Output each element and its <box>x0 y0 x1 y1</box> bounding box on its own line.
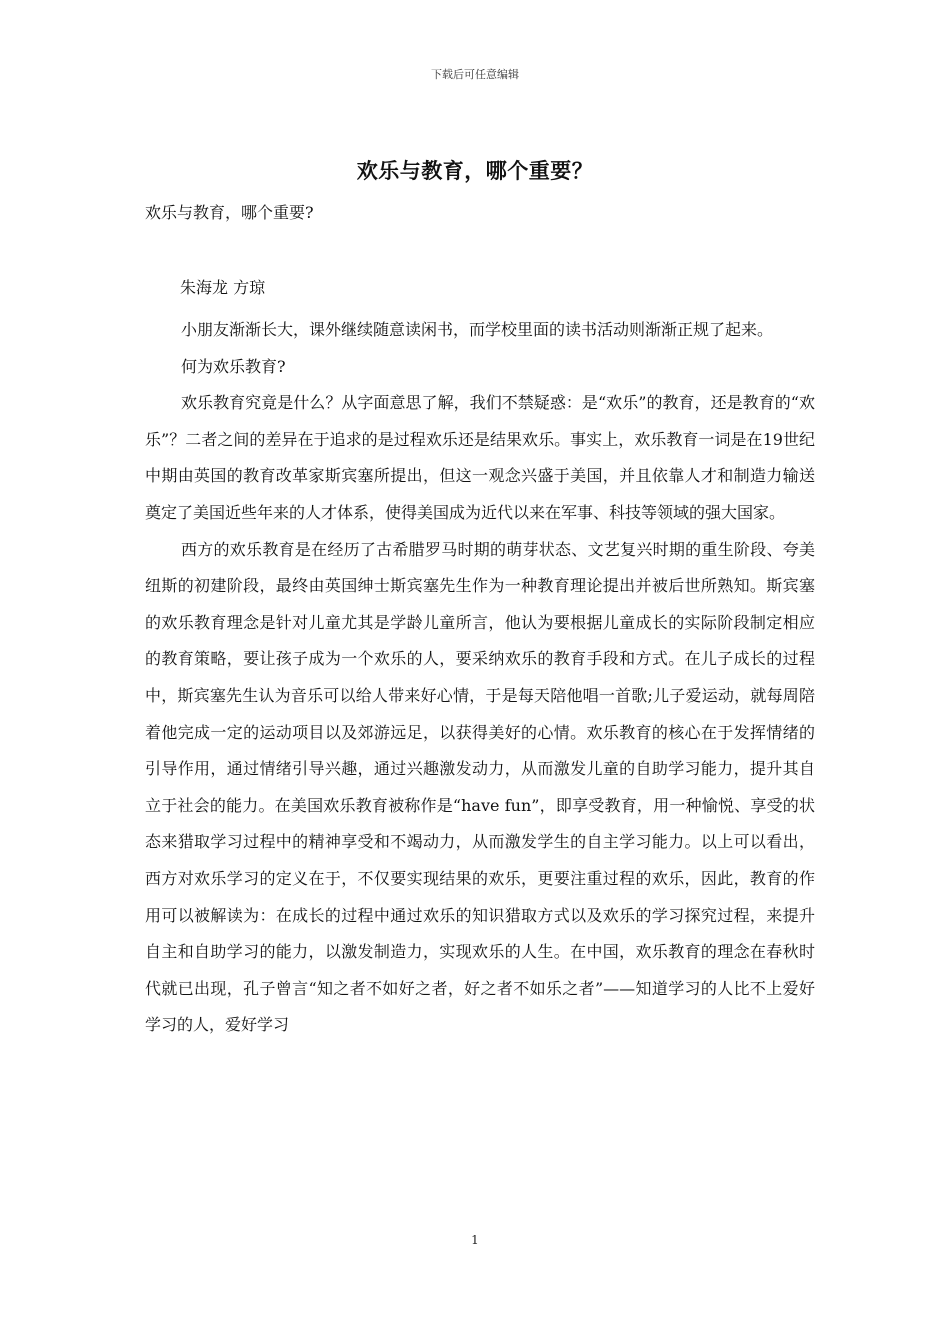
body-text <box>145 312 815 1044</box>
document-title: 欢乐与教育，哪个重要？ <box>356 158 594 183</box>
document-subtitle: 欢乐与教育，哪个重要? <box>145 203 314 222</box>
author-line: 朱海龙 方琼 <box>180 278 266 297</box>
section-heading: 何为欢乐教育? <box>181 356 286 376</box>
paragraph-intro: 小朋友渐渐长大，课外继续随意读闲书，而学校里面的读书活动则渐渐正规了起来。 <box>181 320 774 339</box>
paragraph-definition: 欢乐教育究竟是什么？从字面意思了解，我们不禁疑惑：是“欢乐”的教育，还是教育的“欢乐”？二者之间的差异在于追求的是过程欢乐还是结果欢乐。事实上，欢乐教育一词是在19世纪中期由英国的教育改革家斯宾塞所提出，但这一观念兴盛于美国，并且依靠人才和制造力输送奠定了美国近些年来的人才体系，使得美国成为近代以来在军事、科技等领域的强大国家。 <box>145 393 815 522</box>
paragraph-western-history: 西方的欢乐教育是在经历了古希腊罗马时期的萌芽状态、文艺复兴时期的重生阶段、夸美纽斯的初建阶段，最终由英国绅士斯宾塞先生作为一种教育理论提出并被后世所熟知。斯宾塞的欢乐教育理念是针对儿童尤其是学龄儿童所言，他认为要根据儿童成长的实际阶段制定相应的教育策略，要让孩子成为一个欢乐的人，要采纳欢乐的教育手段和方式。在儿子成长的过程中，斯宾塞先生认为音乐可以给人带来好心情，于是每天陪他唱一首歌;儿子爱运动，就每周陪着他完成一定的运动项目以及郊游远足，以获得美好的心情。欢乐教育的核心在于发挥情绪的引导作用，通过情绪引导兴趣，通过兴趣激发动力，从而激发儿童的自助学习能力，提升其自立于社会的能力。在美国欢乐教育被称作是“have fun”，即享受教育，用一种愉悦、享受的状态来猎取学习过程中的精神享受和不竭动力，从而激发学生的自主学习能力。以上可以看出，西方对欢乐学习的定义在于，不仅要实现结果的欢乐，更要注重过程的欢乐，因此，教育的作用可以被解读为：在成长的过程中通过欢乐的知识猎取方式以及欢乐的学习探究过程，来提升自主和自助学习的能力，以激发制造力，实现欢乐的人生。在中国，欢乐教育的理念在春秋时代就已出现，孔子曾言“知之者不如好之者，好之者不如乐之者”——知道学习的人比不上爱好学习的人，爱好学习 <box>145 539 815 1035</box>
header-note: 下载后可任意编辑 <box>431 68 519 81</box>
page-number: 1 <box>471 1233 479 1247</box>
